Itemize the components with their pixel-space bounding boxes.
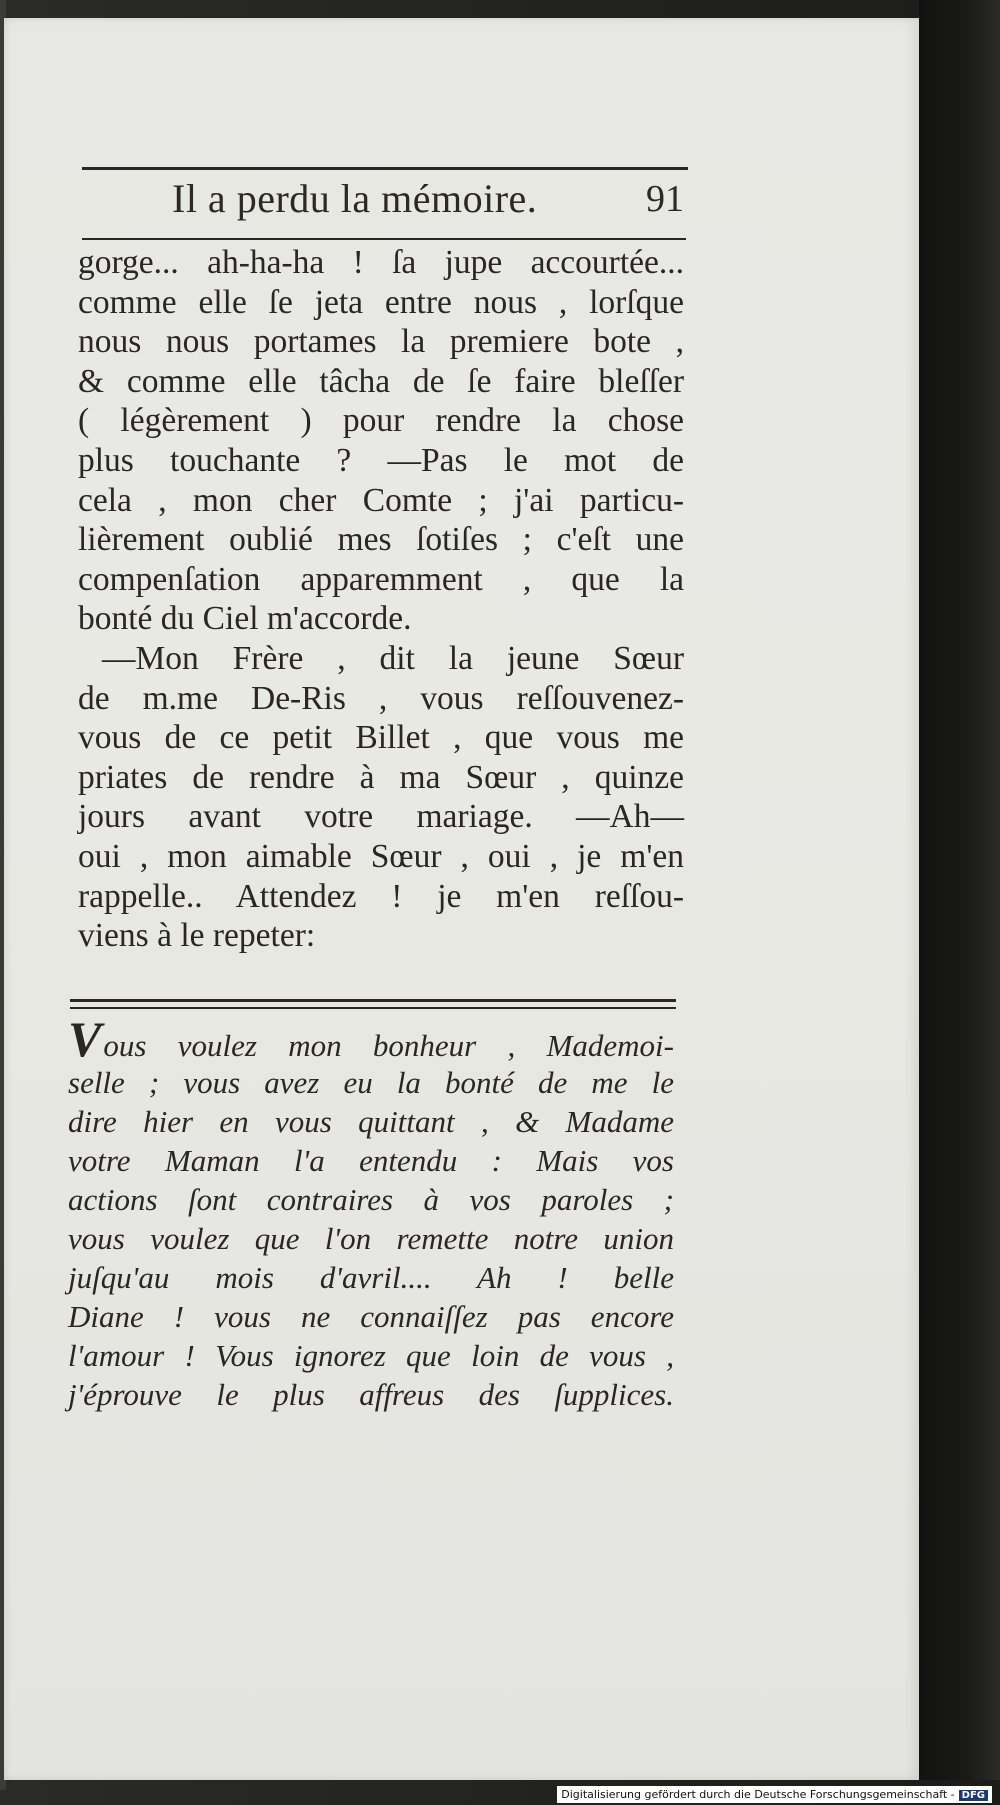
letter-line: l'amour ! Vous ignorez que loin de vous , (68, 1338, 674, 1373)
letter-line: juſqu'au mois d'avril.... Ah ! belle (68, 1260, 674, 1295)
letter-text (68, 1011, 674, 1414)
dropcap: V (68, 1011, 102, 1067)
body-line: vous de ce petit Billet , que vous me (78, 719, 684, 757)
top-rule (82, 167, 688, 170)
body-line: nous nous portames la premiere bote , (78, 323, 684, 361)
header-rule (82, 238, 686, 240)
body-text (78, 243, 684, 956)
letter-line: j'éprouve le plus affreus des ſupplices. (68, 1377, 674, 1412)
body-line: —Mon Frère , dit la jeune Sœur (102, 639, 684, 677)
body-line: de m.me De-Ris , vous reſſouvenez- (78, 679, 684, 717)
body-line: cela , mon cher Comte ; j'ai particu- (78, 481, 684, 519)
letter-line: actions ſont contraires à vos paroles ; (68, 1182, 674, 1217)
section-rule-thick (70, 999, 676, 1002)
running-title: Il a perdu la mémoire. (172, 176, 538, 221)
body-line: priates de rendre à ma Sœur , quinze (78, 758, 684, 796)
body-line: lièrement oublié mes ſotiſes ; c'eſt une (78, 521, 684, 559)
body-line: & comme elle tâcha de ſe faire bleſſer (78, 362, 684, 400)
dfg-logo: DFG (959, 1790, 988, 1801)
page-header (82, 175, 688, 227)
page-number: 91 (646, 178, 684, 220)
body-line: oui , mon aimable Sœur , oui , je m'en (78, 837, 684, 875)
letter-line: selle ; vous avez eu la bonté de me le (68, 1065, 674, 1100)
body-line: jours avant votre mariage. —Ah— (78, 798, 684, 836)
body-line: compenſation apparemment , que la (78, 560, 684, 598)
right-scan-edge (919, 0, 1000, 1780)
body-line: gorge... ah-ha-ha ! ſa jupe accourtée... (78, 244, 684, 281)
body-line: bonté du Ciel m'accorde. (78, 600, 412, 638)
credit-text: Digitalisierung gefördert durch die Deutsche Forschungsgemeinschaft - (561, 1788, 955, 1801)
body-line: ( légèrement ) pour rendre la chose (78, 402, 684, 440)
letter-line: votre Maman l'a entendu : Mais vos (68, 1143, 674, 1178)
letter-line-text: ous voulez mon bonheur , Mademoi- (103, 1028, 674, 1063)
digitization-credit (557, 1786, 992, 1803)
letter-line: Diane ! vous ne connaiſſez pas encore (68, 1299, 674, 1334)
body-line: rappelle.. Attendez ! je m'en reſſou- (78, 877, 684, 915)
body-line: viens à le repeter: (78, 917, 316, 955)
section-rule-thin (70, 1007, 676, 1009)
body-line: comme elle ſe jeta entre nous , lorſque (78, 283, 684, 321)
letter-line: vous voulez que l'on remette notre union (68, 1221, 674, 1256)
letter-line (68, 1011, 674, 1067)
letter-line: dire hier en vous quittant , & Madame (68, 1104, 674, 1139)
body-line: plus touchante ? —Pas le mot de (78, 441, 684, 479)
